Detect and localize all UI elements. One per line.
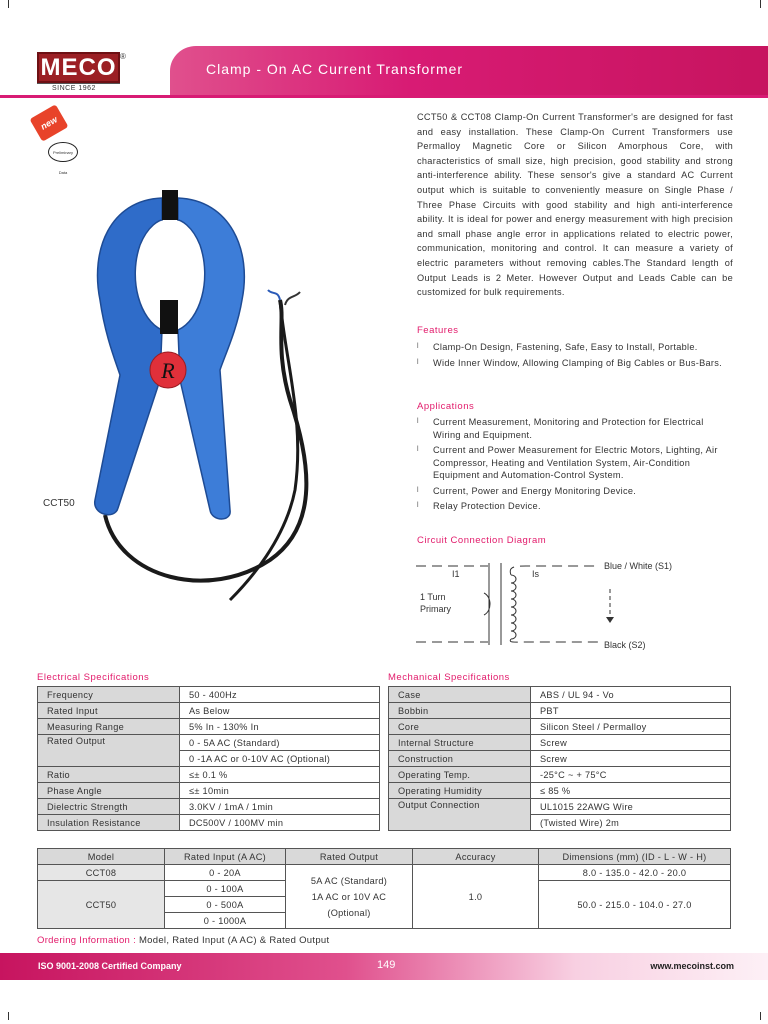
electrical-title: Electrical Specifications — [37, 672, 150, 683]
features-list — [417, 341, 733, 372]
spec-value: ≤± 0.1 % — [180, 767, 380, 783]
circuit-diagram — [416, 553, 736, 658]
features-title: Features — [417, 325, 459, 336]
cable-wire — [268, 290, 280, 300]
spec-key: Case — [389, 687, 531, 703]
crop-mark — [760, 0, 761, 8]
spec-key: Dielectric Strength — [38, 799, 180, 815]
output-line: (Optional) — [327, 907, 371, 918]
header-rule — [0, 95, 768, 98]
table-row — [38, 735, 380, 751]
table-row — [389, 783, 731, 799]
ordering-info-text: Model, Rated Input (A AC) & Rated Output — [136, 935, 330, 946]
spec-key: Insulation Resistance — [38, 815, 180, 831]
spec-key: Frequency — [38, 687, 180, 703]
cable-wire — [285, 292, 300, 305]
table-header-row — [38, 849, 731, 865]
table-row — [38, 815, 380, 831]
crop-mark — [8, 0, 9, 8]
secondary-line-top — [510, 566, 598, 575]
arrow-head — [606, 617, 614, 623]
spec-key: Ratio — [38, 767, 180, 783]
mechanical-spec-table — [388, 686, 731, 831]
spec-value: UL1015 22AWG Wire — [531, 799, 731, 815]
logo-letter: R — [161, 358, 175, 383]
meco-logo: MECO — [37, 52, 120, 83]
secondary-line-bottom — [510, 639, 598, 642]
spec-value: 0 - 5A AC (Standard) — [180, 735, 380, 751]
list-item: l Current, Power and Energy Monitoring Device. — [417, 485, 733, 498]
spec-value: Screw — [531, 751, 731, 767]
table-row — [389, 799, 731, 815]
list-item: l Current Measurement, Monitoring and Protection for Electrical Wiring and Equipment. — [417, 416, 733, 441]
spec-value: ≤ 85 % — [531, 783, 731, 799]
table-row — [38, 767, 380, 783]
spec-value: (Twisted Wire) 2m — [531, 815, 731, 831]
logo-divider — [37, 83, 120, 84]
dimension-cell: 8.0 - 135.0 - 42.0 - 20.0 — [539, 865, 731, 881]
accuracy-cell: 1.0 — [413, 865, 539, 929]
table-row — [38, 799, 380, 815]
spec-value: ≤± 10min — [180, 783, 380, 799]
black-lead-label: Black (S2) — [604, 640, 646, 650]
input-cell: 0 - 20A — [165, 865, 286, 881]
spec-value: PBT — [531, 703, 731, 719]
spec-key: Construction — [389, 751, 531, 767]
table-row — [389, 687, 731, 703]
table-row — [389, 767, 731, 783]
column-header: Model — [38, 849, 165, 865]
table-row — [389, 735, 731, 751]
table-row — [38, 687, 380, 703]
spec-key: Rated Input — [38, 703, 180, 719]
i1-label: I1 — [452, 569, 460, 579]
spec-key: Core — [389, 719, 531, 735]
spec-key: Output Connection — [389, 799, 531, 831]
primary-label: 1 Turn — [420, 592, 446, 602]
spec-key: Internal Structure — [389, 735, 531, 751]
spec-value: 3.0KV / 1mA / 1min — [180, 799, 380, 815]
blue-lead-label: Blue / White (S1) — [604, 561, 673, 571]
page-title: Clamp - On AC Current Transformer — [206, 61, 464, 77]
spec-key: Operating Temp. — [389, 767, 531, 783]
footer-band — [0, 953, 768, 980]
product-label: CCT50 — [43, 498, 75, 509]
spec-key: Measuring Range — [38, 719, 180, 735]
column-header: Dimensions (mm) (ID - L - W - H) — [539, 849, 731, 865]
spec-value: 5% In - 130% In — [180, 719, 380, 735]
table-row — [389, 703, 731, 719]
spec-value: -25°C ~ + 75°C — [531, 767, 731, 783]
clamp-jaw-right — [178, 198, 244, 519]
mechanical-title: Mechanical Specifications — [388, 672, 510, 683]
new-badge: new — [30, 104, 69, 142]
spec-value: ABS / UL 94 - Vo — [531, 687, 731, 703]
input-cell: 0 - 1000A — [165, 913, 286, 929]
spec-value: 0 -1A AC or 0-10V AC (Optional) — [180, 751, 380, 767]
clamp-product-image — [80, 160, 360, 620]
output-line: 5A AC (Standard) — [310, 875, 388, 886]
spec-key: Operating Humidity — [389, 783, 531, 799]
spec-value: Silicon Steel / Permalloy — [531, 719, 731, 735]
registered-mark: ® — [120, 52, 126, 61]
spec-key: Bobbin — [389, 703, 531, 719]
table-row — [38, 703, 380, 719]
table-row — [389, 751, 731, 767]
electrical-spec-table — [37, 686, 380, 831]
logo-since: SINCE 1962 — [52, 85, 96, 92]
is-label: Is — [532, 569, 540, 579]
spec-value: Screw — [531, 735, 731, 751]
list-item: l Current and Power Measurement for Electric Motors, Lighting, Air Compressor, Heating and Ventilation System, Air-Condition Equipment and Automation-Control System. — [417, 444, 733, 482]
table-row — [38, 719, 380, 735]
table-row — [38, 865, 731, 881]
ordering-table — [37, 848, 731, 929]
list-item: l Clamp-On Design, Fastening, Safe, Easy to Install, Portable. — [417, 341, 733, 354]
model-cell: CCT08 — [38, 865, 165, 881]
spec-key: Phase Angle — [38, 783, 180, 799]
output-cell — [286, 865, 413, 929]
preliminary-badge: Preliminary Data — [48, 142, 78, 162]
input-cell: 0 - 100A — [165, 881, 286, 897]
dimension-cell: 50.0 - 215.0 - 104.0 - 27.0 — [539, 881, 731, 929]
output-line: 1A AC or 10V AC — [311, 891, 387, 902]
website-link[interactable]: www.mecoinst.com — [650, 961, 734, 971]
page-number: 149 — [377, 959, 396, 971]
jaw-gap-bottom — [160, 300, 178, 334]
column-header: Rated Output — [286, 849, 413, 865]
primary-label: Primary — [420, 604, 451, 614]
clamp-jaw-left — [95, 198, 162, 515]
cable — [230, 300, 298, 600]
model-cell: CCT50 — [38, 881, 165, 929]
spec-value: As Below — [180, 703, 380, 719]
list-item: l Relay Protection Device. — [417, 500, 733, 513]
list-item: l Wide Inner Window, Allowing Clamping of Big Cables or Bus-Bars. — [417, 357, 733, 370]
secondary-coil — [511, 575, 516, 639]
applications-title: Applications — [417, 401, 475, 412]
crop-mark — [8, 1012, 9, 1020]
applications-list — [417, 416, 733, 516]
header-band — [170, 46, 768, 96]
spec-key: Rated Output — [38, 735, 180, 767]
iso-certification: ISO 9001-2008 Certified Company — [38, 961, 182, 971]
table-row — [38, 783, 380, 799]
column-header: Accuracy — [413, 849, 539, 865]
jaw-gap-top — [162, 190, 178, 220]
circuit-title: Circuit Connection Diagram — [417, 535, 547, 546]
input-cell: 0 - 500A — [165, 897, 286, 913]
spec-value: 50 - 400Hz — [180, 687, 380, 703]
spec-value: DC500V / 100MV min — [180, 815, 380, 831]
column-header: Rated Input (A AC) — [165, 849, 286, 865]
product-description: CCT50 & CCT08 Clamp-On Current Transformer's are designed for fast and easy installation. These Clamp-On Current Transformers use Permalloy Magnetic Core or Silicon Amorphous Core, with characteristics of small size, high precision, good stability and strong anti-interference ability. These sensor's give a standard AC Current output which is suitable to conveniently measure on Single Phase / Three Phase Circuits with good stability and high anti-interference ability. It is ideal for power and energy measurement with high precision and small phase angle error in applications related to electric power, communication, monitoring and control. It can measure a variety of electric parameters without removing cables.The Standard length of Output Leads is 2 Meter. However Output and Leads Cable can be customized for bulk requirements. — [417, 112, 733, 298]
table-row — [389, 719, 731, 735]
ordering-information — [37, 935, 329, 946]
crop-mark — [760, 1012, 761, 1020]
ordering-info-label: Ordering Information : — [37, 935, 137, 946]
